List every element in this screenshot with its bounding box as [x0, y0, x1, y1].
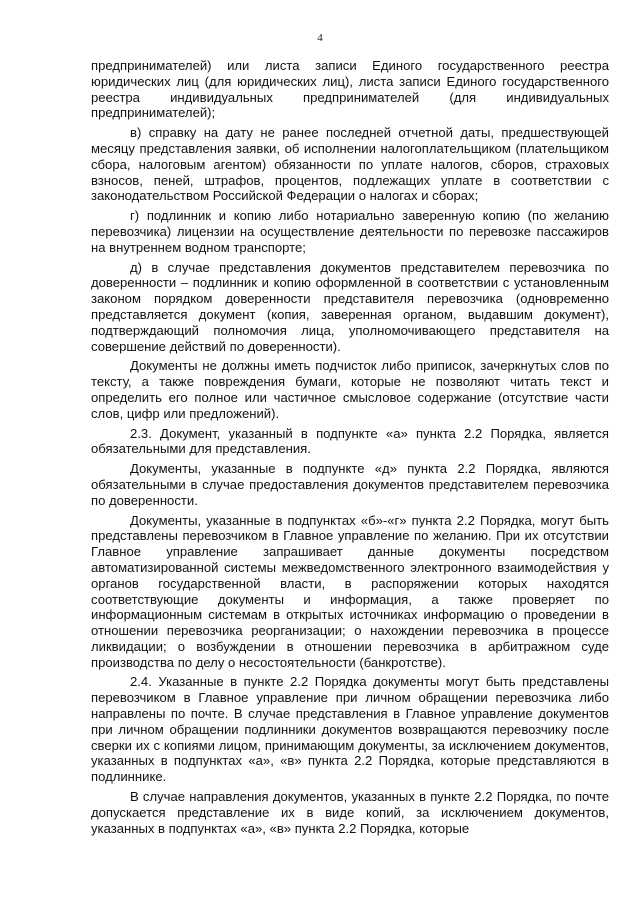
document-body — [91, 58, 609, 836]
paragraph-continuation: предпринимателей) или листа записи Единого государственного реестра юридических лиц (для юридических лиц), листа записи Единого государственного реестра индивидуальных предпринимателей (для индивидуальных предпринимателей); — [91, 58, 609, 121]
paragraph-subitem-g: г) подлинник и копию либо нотариально заверенную копию (по желанию перевозчика) лицензии на осуществление деятельности по перевозке пассажиров на внутреннем водном транспорте; — [91, 208, 609, 255]
paragraph-document-requirements: Документы не должны иметь подчисток либо приписок, зачеркнутых слов по тексту, а также повреждения бумаги, которые не позволяют читать текст и определить его полное или частичное смысловое содержание (отсутствие части слов, цифр или предложений). — [91, 358, 609, 421]
paragraph-postal-submission: В случае направления документов, указанных в пункте 2.2 Порядка, по почте допускается представление их в виде копий, за исключением документов, указанных в подпунктах «а», «в» пункта 2.2 Порядка, которые — [91, 789, 609, 836]
paragraph-2-4: 2.4. Указанные в пункте 2.2 Порядка документы могут быть представлены перевозчиком в Главное управление при личном обращении перевозчика либо направлены по почте. В случае представления в Главное управление документов при личном обращении подлинники документов возвращаются перевозчику после сверки их с копиями лицом, принимающим документы, за исключением документов, указанных в подпунктах «а», «в» пункта 2.2 Порядка, которые представляются в подлиннике. — [91, 674, 609, 785]
paragraph-mandatory-proxy: Документы, указанные в подпункте «д» пункта 2.2 Порядка, являются обязательными в случае предоставления документов представителем перевозчика по доверенности. — [91, 461, 609, 508]
paragraph-subitem-v: в) справку на дату не ранее последней отчетной даты, предшествующей месяцу представления заявки, об исполнении налогоплательщиком (плательщиком сбора, налоговым агентом) обязанности по уплате налогов, сборов, страховых взносов, пеней, штрафов, процентов, подлежащих уплате в соответствии с законодательством Российской Федерации о налогах и сборах; — [91, 125, 609, 204]
paragraph-2-3: 2.3. Документ, указанный в подпункте «а» пункта 2.2 Порядка, является обязательными для представления. — [91, 425, 609, 457]
paragraph-optional-documents: Документы, указанные в подпунктах «б»-«г» пункта 2.2 Порядка, могут быть представлены перевозчиком в Главное управление по желанию. При их отсутствии Главное управление запрашивает данные документы посредством автоматизированной системы межведомственного электронного взаимодействия у органов государственной власти, в распоряжении которых находятся соответствующие документы и информация, а также проверяет по информационным системам в открытых источниках информацию о проведении в отношении перевозчика реорганизации; о нахождении перевозчика в процессе ликвидации; о возбуждении в отношении перевозчика в арбитражном суде производства по делу о несостоятельности (банкротстве). — [91, 512, 609, 670]
paragraph-subitem-d: д) в случае представления документов представителем перевозчика по доверенности – подлинник и копию оформленной в соответствии с установленным законом порядком доверенности представителя перевозчика (одновременно представляется документ (копия, заверенная органом, выдавшим документ), подтверждающий полномочия лица, уполномочивающего представителя на совершение действий по доверенности). — [91, 259, 609, 354]
page-number: 4 — [317, 32, 323, 44]
